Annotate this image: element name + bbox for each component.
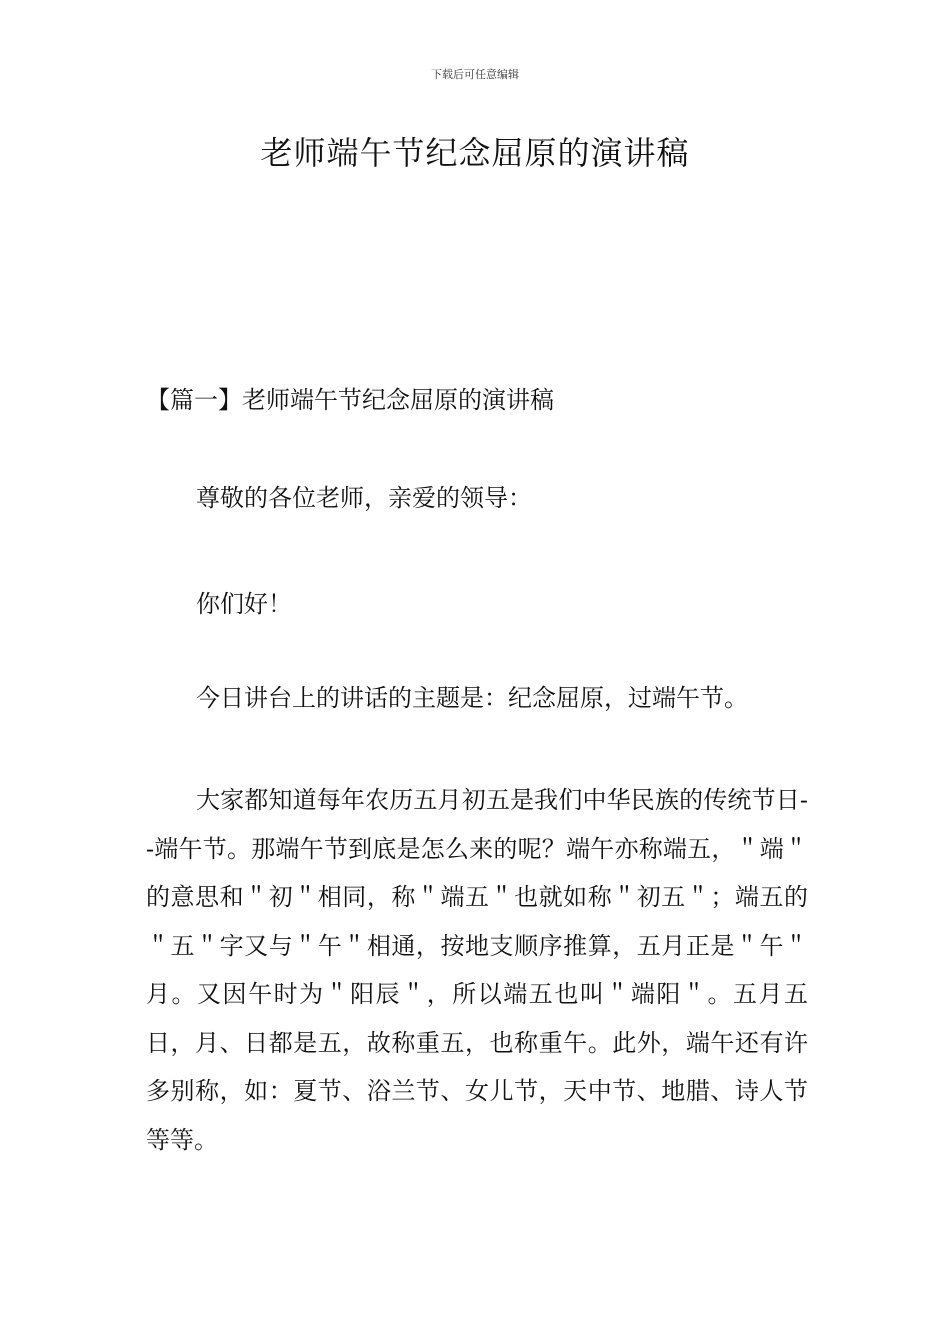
section-heading: 【篇一】老师端午节纪念屈原的演讲稿 (146, 386, 554, 414)
paragraph-greeting: 尊敬的各位老师，亲爱的领导： (196, 484, 532, 512)
paragraph-theme: 今日讲台上的讲话的主题是：纪念屈原，过端午节。 (196, 684, 748, 712)
header-note: 下载后可任意编辑 (431, 68, 519, 81)
paragraph-body: 大家都知道每年农历五月初五是我们中华民族的传统节日--端午节。那端午节到底是怎么来的呢？端午亦称端五，＂端＂的意思和＂初＂相同，称＂端五＂也就如称＂初五＂；端五的＂五＂字又与＂午＂相通，按地支顺序推算，五月正是＂午＂月。又因午时为＂阳辰＂，所以端五也叫＂端阳＂。五月五日，月、日都是五，故称重五，也称重午。此外，端午还有许多别称，如：夏节、浴兰节、女儿节，天中节、地腊、诗人节等等。 (146, 786, 808, 1154)
paragraph-hello: 你们好！ (196, 590, 292, 618)
document-title: 老师端午节纪念屈原的演讲稿 (260, 134, 690, 172)
